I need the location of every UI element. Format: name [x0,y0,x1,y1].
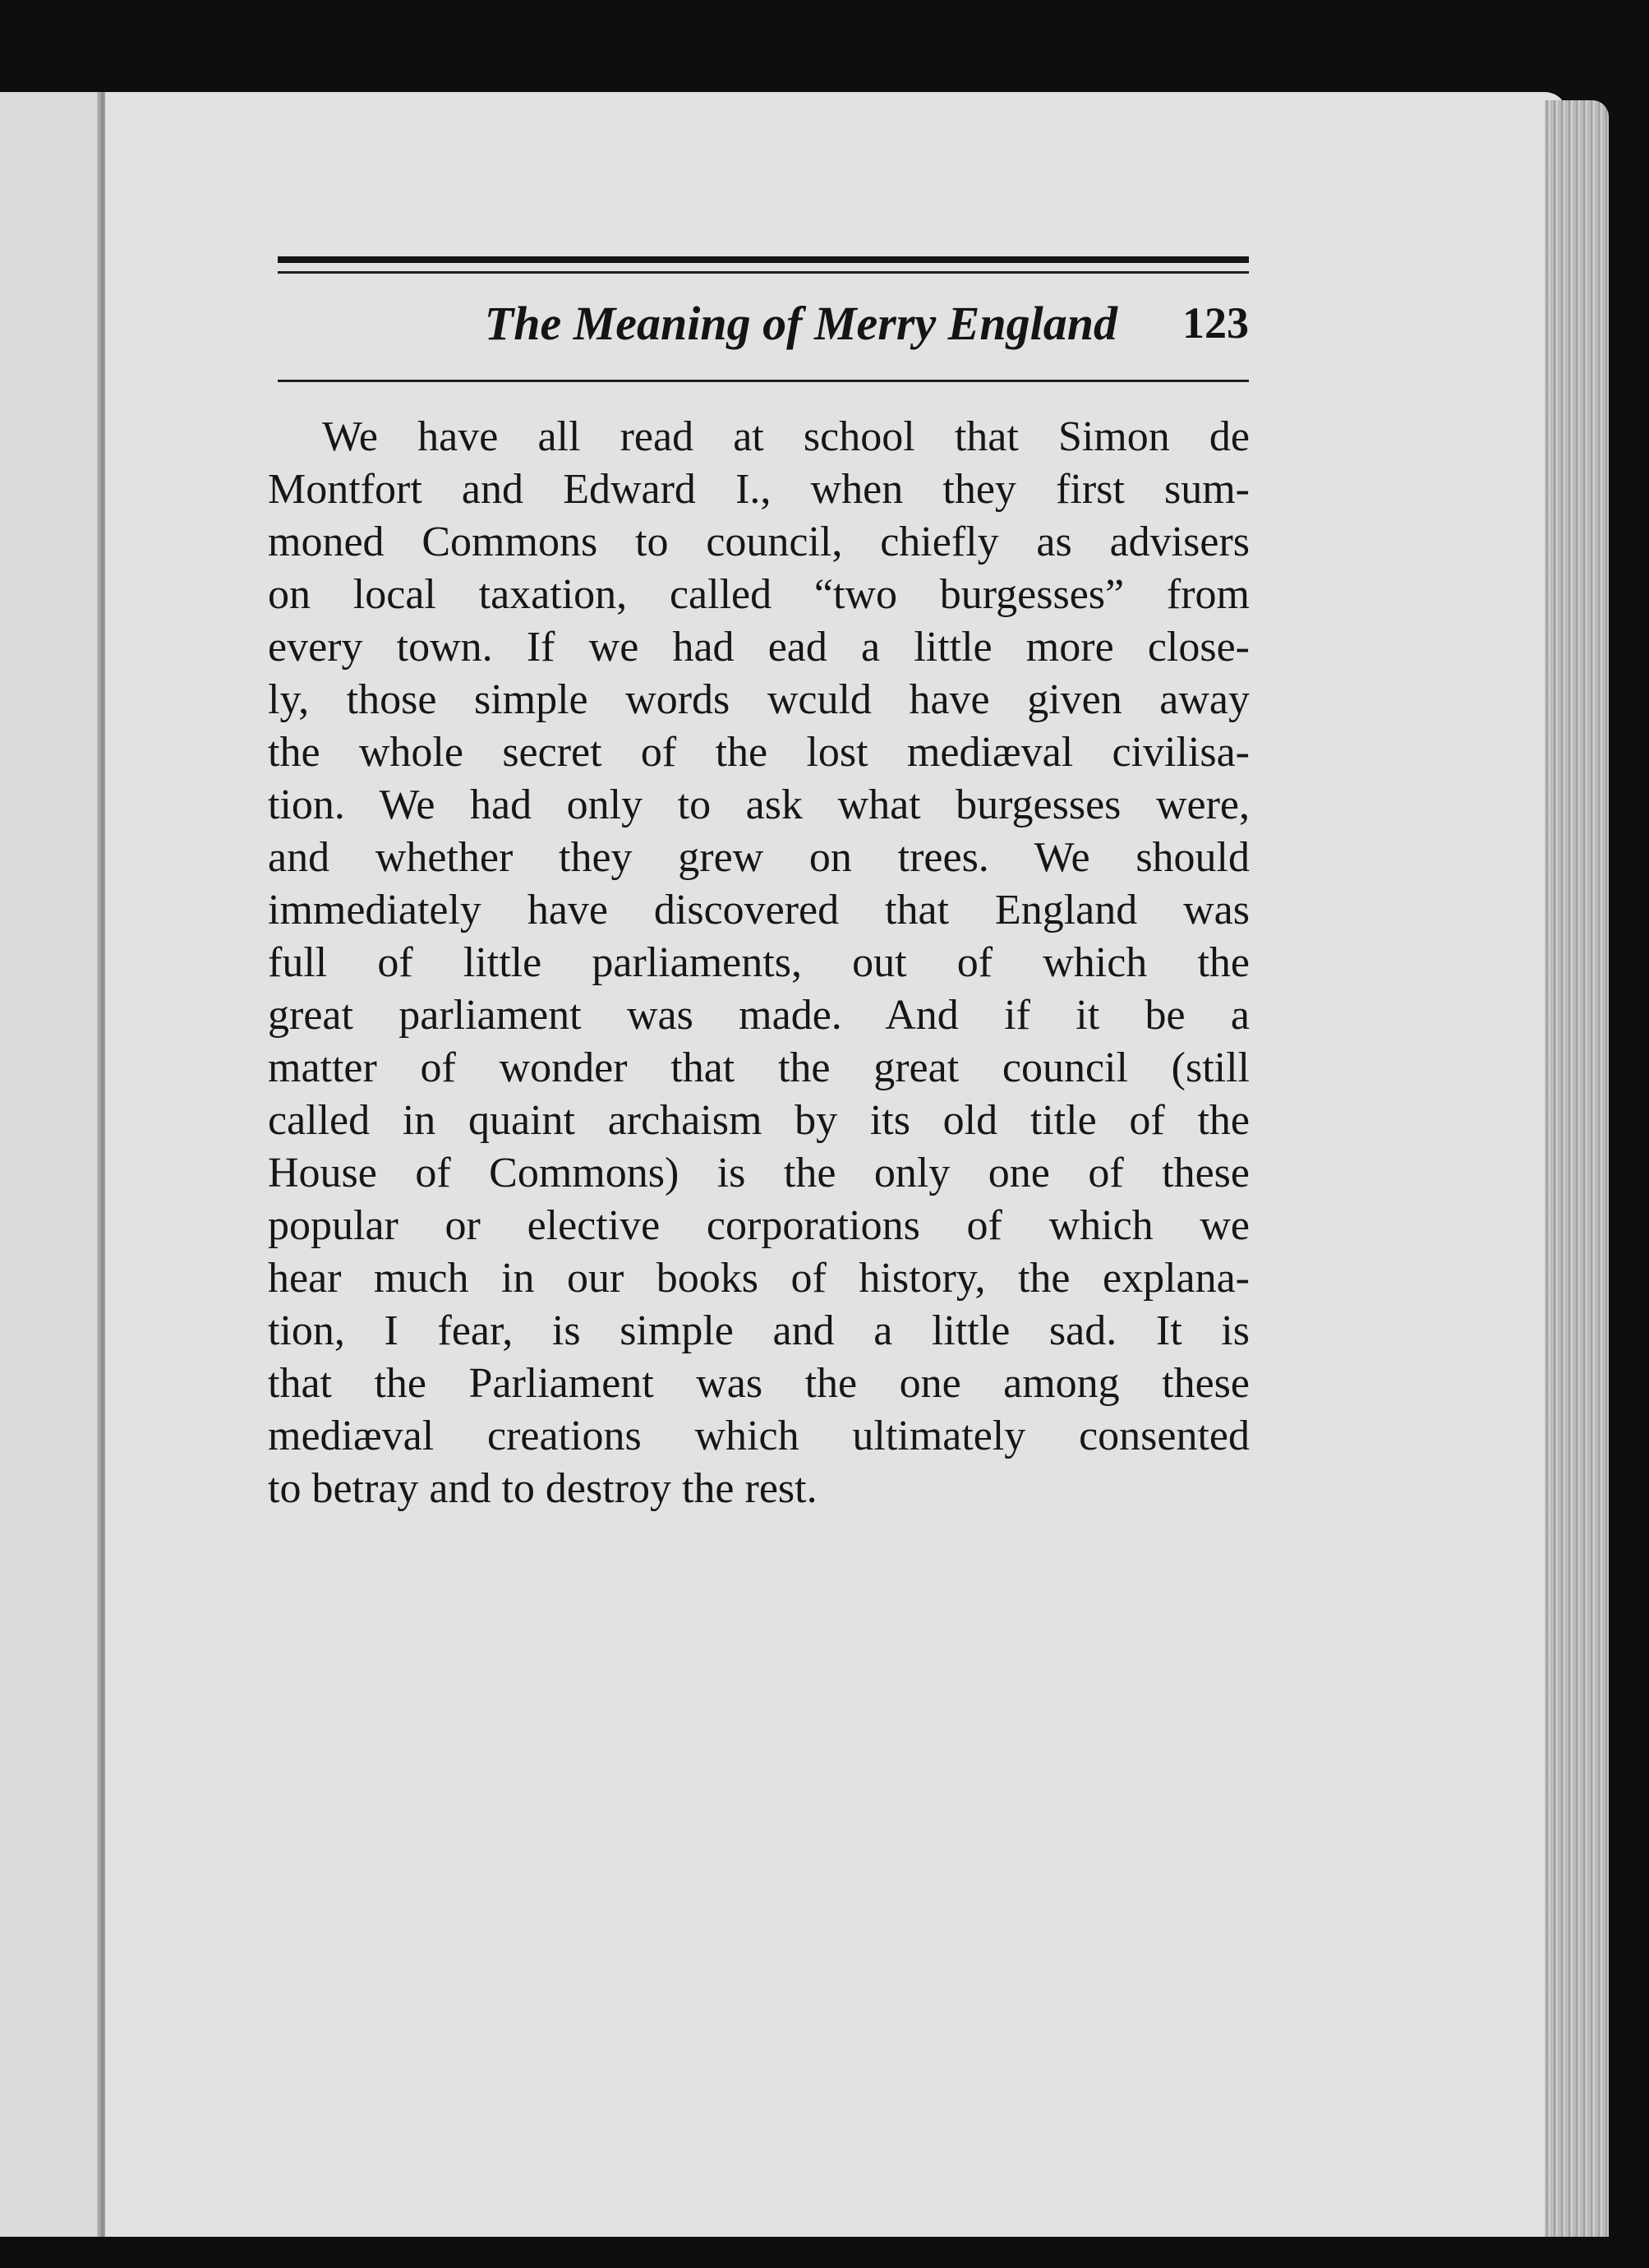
text-line: ly, those simple words wculd have given away [268,676,1250,723]
text-line: House of Commons) is the only one of these [268,1150,1250,1196]
text-line: full of little parliaments, out of which the [268,939,1250,986]
running-head [278,296,1249,370]
text-line: the whole secret of the lost mediæval civilisa- [268,729,1250,776]
text-line: mediæval creations which ultimately consented [268,1413,1250,1459]
text-line: tion. We had only to ask what burgesses were, [268,781,1250,828]
header-rule-thick [278,256,1249,263]
running-head-title: The Meaning of Merry England [484,297,1117,350]
page-number: 123 [1182,298,1249,348]
text-line: tion, I fear, is simple and a little sad. It is [268,1307,1250,1354]
text-line: moned Commons to council, chiefly as advisers [268,519,1250,565]
text-line: on local taxation, called “two burgesses” from [268,571,1250,618]
text-line: Montfort and Edward I., when they first sum- [268,466,1250,513]
body-paragraph [268,411,1250,1515]
page-block-edge [1545,100,1609,2237]
text-line: hear much in our books of history, the explana- [268,1255,1250,1302]
text-line: We have all read at school that Simon de [322,413,1250,460]
previous-page-edge [0,92,105,2237]
text-line: great parliament was made. And if it be a [268,992,1250,1039]
header-rule-thin [278,271,1249,274]
text-line: immediately have discovered that England was [268,887,1250,933]
text-line: called in quaint archaism by its old title of the [268,1097,1250,1144]
text-line: that the Parliament was the one among these [268,1360,1250,1407]
text-line: every town. If we had ead a little more close- [268,624,1250,671]
text-line: and whether they grew on trees. We should [268,834,1250,881]
text-line: to betray and to destroy the rest. [268,1465,818,1512]
text-line: matter of wonder that the great council (still [268,1044,1250,1091]
header-rule-bottom [278,380,1249,382]
text-line: popular or elective corporations of which we [268,1202,1250,1249]
